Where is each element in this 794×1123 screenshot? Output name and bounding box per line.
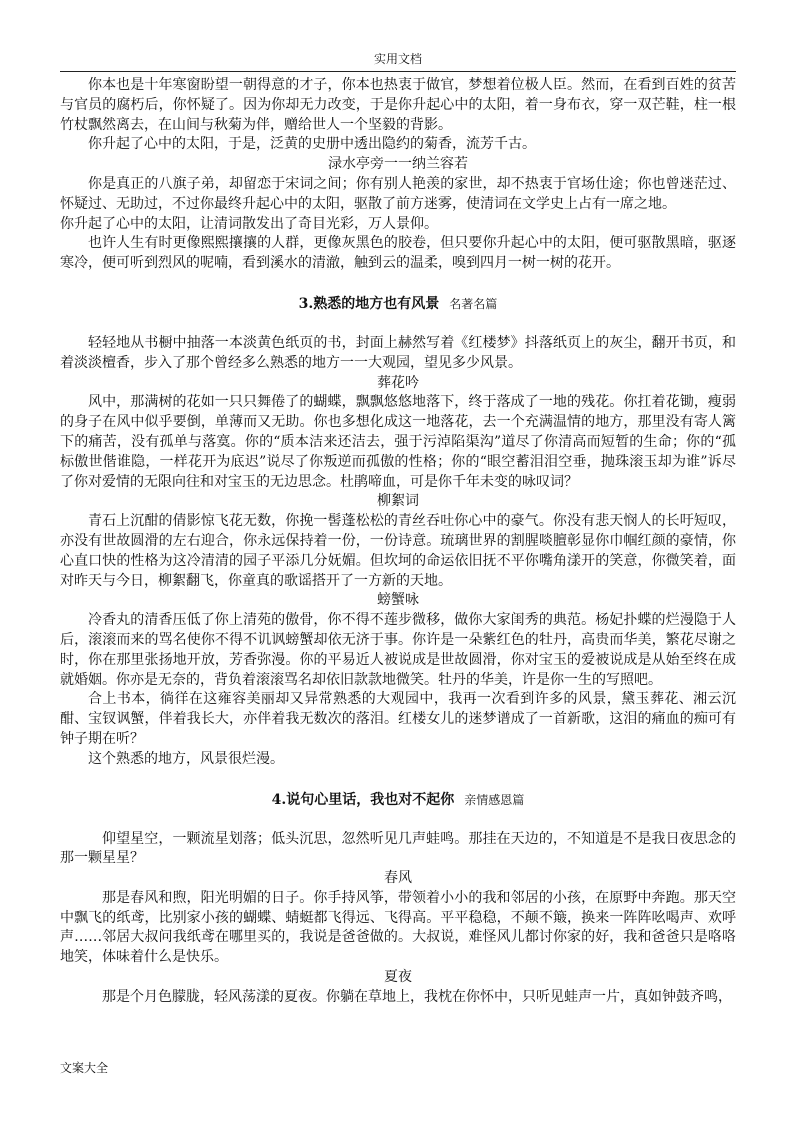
paragraph: 你本也是十年寒窗盼望一朝得意的才子，你本也热衷于做官，梦想着位极人臣。然而，在看到百姓的贫苦与官员的腐朽后，你怀疑了。因为你却无力改变，于是你升起心中的太阳，着一身布衣，穿一双芒鞋，柱一根竹杖飘然离去，在山间与秋菊为伴，赠给世人一个坚毅的背影。 <box>60 77 736 133</box>
subheading: 渌水亭旁一一纳兰容若 <box>328 156 468 173</box>
header-rule <box>60 71 736 72</box>
section-tag: 名著名篇 <box>449 296 498 311</box>
paragraph: 合上书本，徜徉在这雍容美丽却又异常熟悉的大观园中，我再一次看到许多的风景，黛玉葬花、湘云沉酣、宝钗讽蟹，伴着我长大，亦伴着我无数次的落泪。红楼女儿的迷梦谱成了一首新歌，这泪的痛血的痴可有钟子期在听？ <box>60 691 736 747</box>
paragraph: 这个熟悉的地方，风景很烂漫。 <box>88 750 284 767</box>
paragraph: 那是春风和煦，阳光明媚的日子。你手持风筝，带领着小小的我和邻居的小孩，在原野中奔跑。那天空中飘飞的纸鸢，比别家小孩的蝴蝶、蜻蜓都飞得远、飞得高。平平稳稳，不颠不簸，换来一阵阵吆喝声、欢呼声……邻居大叔问我纸鸢在哪里买的，我说是爸爸做的。大叔说，难怪风儿都讨你家的好，我和爸爸只是咯咯地笑，体味着什么是快乐。 <box>60 889 736 966</box>
page-header: 实用文档 <box>373 52 422 66</box>
paragraph: 轻轻地从书橱中抽落一本淡黄色纸页的书，封面上赫然写着《红楼梦》抖落纸页上的灰尘，翻开书页，和着淡淡檀香，步入了那个曾经多么熟悉的地方一一大观园，望见多少风景。 <box>60 334 736 371</box>
subheading: 春风 <box>384 870 412 887</box>
paragraph: 风中，那满树的花如一只只舞倦了的蝴蝶，飘飘悠悠地落下，终于落成了一地的残花。你扛着花锄，瘦弱的身子在风中似乎要倒，单薄而又无助。你也多想化成这一地落花，去一个充满温情的地方，那里没有寄人篱下的痛苦，没有孤单与落寞。你的“质本洁来还洁去，强于污淖陷渠沟”道尽了你清高而短暂的生命；你的“孤标傲世偕谁隐，一样花开为底迟”说尽了你叛逆而孤傲的性格；你的“眼空蓄泪泪空垂，抛珠滚玉却为谁”诉尽了你对爱情的无限向往和对宝玉的无边思念。杜鹃啼血，可是你千年未变的咏叹词？ <box>60 394 736 490</box>
section-title-text: 3.熟悉的地方也有风景 <box>298 295 440 312</box>
document-body <box>60 76 736 1008</box>
paragraph: 你升起了心中的太阳，于是，泛黄的史册中透出隐约的菊香，流芳千古。 <box>88 136 536 153</box>
section-title <box>60 790 736 810</box>
paragraph: 你是真正的八旗子弟，却留恋于宋词之间；你有别人艳羡的家世，却不热衷于官场仕途；你也曾迷茫过、怀疑过、无助过，不过你最终升起心中的太阳，驱散了前方迷雾，使清词在文学史上占有一席之地。 <box>60 175 736 212</box>
page-footer: 文案大全 <box>60 1061 109 1075</box>
paragraph: 你升起了心中的太阳，让清词散发出了奇目光彩，万人景仰。 <box>60 215 438 232</box>
section-title-text: 4.说句心里话，我也对不起你 <box>271 791 455 808</box>
subheading: 柳絮词 <box>377 493 419 510</box>
paragraph: 青石上沉酣的倩影惊飞花无数，你挽一髻蓬松松的青丝吞吐你心中的豪气。你没有悲天悯人的长吁短叹，亦没有世故圆滑的左右迎合，你永远保持着一份，一份诗意。琉璃世界的割腥啖膻彰显你巾帼红颜的豪情，你心直口快的性格为这冷清清的园子平添几分妩媚。但坎坷的命运依旧抚不平你嘴角漾开的笑意，你微笑着，面对昨天与今日，柳絮翻飞，你童真的歌谣搭开了一方新的天地。 <box>60 513 736 589</box>
paragraph: 也许人生有时更像熙熙攘攘的人群，更像灰黑色的胶卷，但只要你升起心中的太阳，便可驱散黑暗，驱逐寒冷，便可听到烈风的呢喃，看到溪水的清澈，触到云的温柔，嗅到四月一树一树的花开。 <box>60 235 736 272</box>
paragraph: 仰望星空，一颗流星划落；低头沉思，忽然听见几声蛙鸣。那挂在天边的，不知道是不是我日夜思念的那一颗星星？ <box>60 830 736 867</box>
paragraph: 那是个月色朦胧，轻风荡漾的夏夜。你躺在草地上，我枕在你怀中，只听见蛙声一片，真如钟鼓齐鸣， <box>102 988 732 1005</box>
section-tag: 亲情感恩篇 <box>464 792 525 807</box>
subheading: 螃蟹咏 <box>377 592 419 609</box>
section-title <box>60 294 736 314</box>
subheading: 葬花吟 <box>377 374 419 391</box>
subheading: 夏夜 <box>384 969 412 986</box>
paragraph: 冷香丸的清香压低了你上清苑的傲骨，你不得不莲步微移，做你大家闺秀的典范。杨妃扑蝶的烂漫隐于人后，滚滚而来的骂名使你不得不讥讽螃蟹却依无济于事。你许是一朵紫红色的牡丹，高贵而华美，繁花尽谢之时，你在那里张扬地开放，芳香弥漫。你的平易近人被说成是世故圆滑，你对宝玉的爱被说成是从始至终在成就婚姻。你亦是无奈的，背负着滚滚骂名却依旧款款地微笑。牡丹的华美，许是你一生的写照吧。 <box>60 612 736 688</box>
